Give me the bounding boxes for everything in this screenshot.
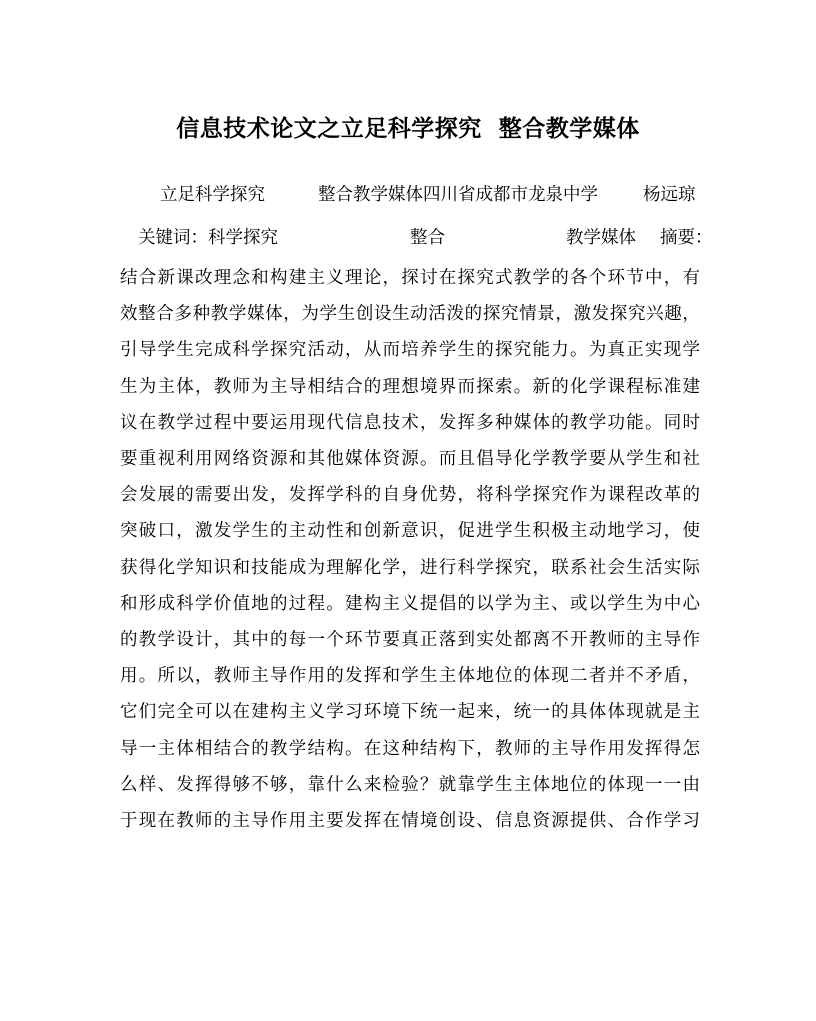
body-line: 突 破 口 ， 激 发 学 生 的 主 动 性 和 创 新 意 识 ， 促 进 学 生 积 极 主 动 地 学 习 ， 使	[120, 521, 700, 542]
body-line: 生 为 主 体 ， 教 师 为 主 导 相 结 合 的 理 想 境 界 而 探 索 。 新 的 化 学 课 程 标 准 建	[120, 376, 700, 397]
keyword-integration: 整合	[410, 228, 445, 248]
byline-topic: 立足科学探究	[160, 185, 265, 205]
body-line: 获 得 化 学 知 识 和 技 能 成 为 理 解 化 学 ， 进 行 科 学 探 究 ， 联 系 社 会 生 活 实 际	[120, 557, 700, 578]
abstract-label: 摘要：	[660, 228, 713, 248]
body-line: 引 导 学 生 完 成 科 学 探 究 活 动 ， 从 而 培 养 学 生 的 探 究 能 力 。 为 真 正 实 现 学	[120, 340, 700, 361]
body-line: 议 在 教 学 过 程 中 要 运 用 现 代 信 息 技 术 ， 发 挥 多 种 媒 体 的 教 学 功 能 。 同 时	[120, 412, 700, 433]
body-line: 的 教 学 设 计 ， 其 中 的 每 一 个 环 节 要 真 正 落 到 实 处 都 离 不 开 教 师 的 主 导 作	[120, 630, 700, 650]
body-line: 导 一 主 体 相 结 合 的 教 学 结 构 。 在 这 种 结 构 下 ， 教 师 的 主 导 作 用 发 挥 得 怎	[120, 738, 700, 759]
body-line: 要 重 视 利 用 网 络 资 源 和 其 他 媒 体 资 源 。 而 且 倡 导 化 学 教 学 要 从 学 生 和 社	[120, 449, 700, 469]
body-line: 会 发 展 的 需 要 出 发 ， 发 挥 学 科 的 自 身 优 势 ， 将 科 学 探 究 作 为 课 程 改 革 的	[120, 485, 700, 506]
body-line: 它 们 完 全 可 以 在 建 构 主 义 学 习 环 境 下 统 一 起 来 ， 统 一 的 具 体 体 现 就 是 主	[120, 702, 700, 723]
byline-affiliation: 整合教学媒体四川省成都市龙泉中学	[318, 185, 598, 205]
keywords-label: 关键词：科学探究	[138, 228, 278, 248]
body-line: 用 。 所 以 ， 教 师 主 导 作 用 的 发 挥 和 学 生 主 体 地 位 的 体 现 二 者 并 不 矛 盾 ，	[120, 666, 700, 687]
keyword-media: 教学媒体	[566, 228, 636, 248]
byline-author: 杨远琼	[643, 185, 696, 205]
body-line: 结 合 新 课 改 理 念 和 构 建 主 义 理 论 ， 探 讨 在 探 究 式 教 学 的 各 个 环 节 中 ， 有	[120, 268, 700, 288]
body-line: 么 样 、 发 挥 得 够 不 够 ， 靠 什 么 来 检 验 ？ 就 靠 学 生 主 体 地 位 的 体 现 一 一 由	[120, 774, 700, 795]
body-line: 效 整 合 多 种 教 学 媒 体 ， 为 学 生 创 设 生 动 活 泼 的 探 究 情 景 ， 激 发 探 究 兴 趣 ，	[120, 304, 700, 325]
document-title: 信息技术论文之立足科学探究 整合教学媒体	[176, 115, 640, 142]
body-line: 于 现 在 教 师 的 主 导 作 用 主 要 发 挥 在 情 境 创 设 、 信 息 资 源 提 供 、 合 作 学 习	[120, 811, 700, 831]
body-line: 和 形 成 科 学 价 值 地 的 过 程 。 建 构 主 义 提 倡 的 以 学 为 主 、 或 以 学 生 为 中 心	[120, 593, 700, 614]
